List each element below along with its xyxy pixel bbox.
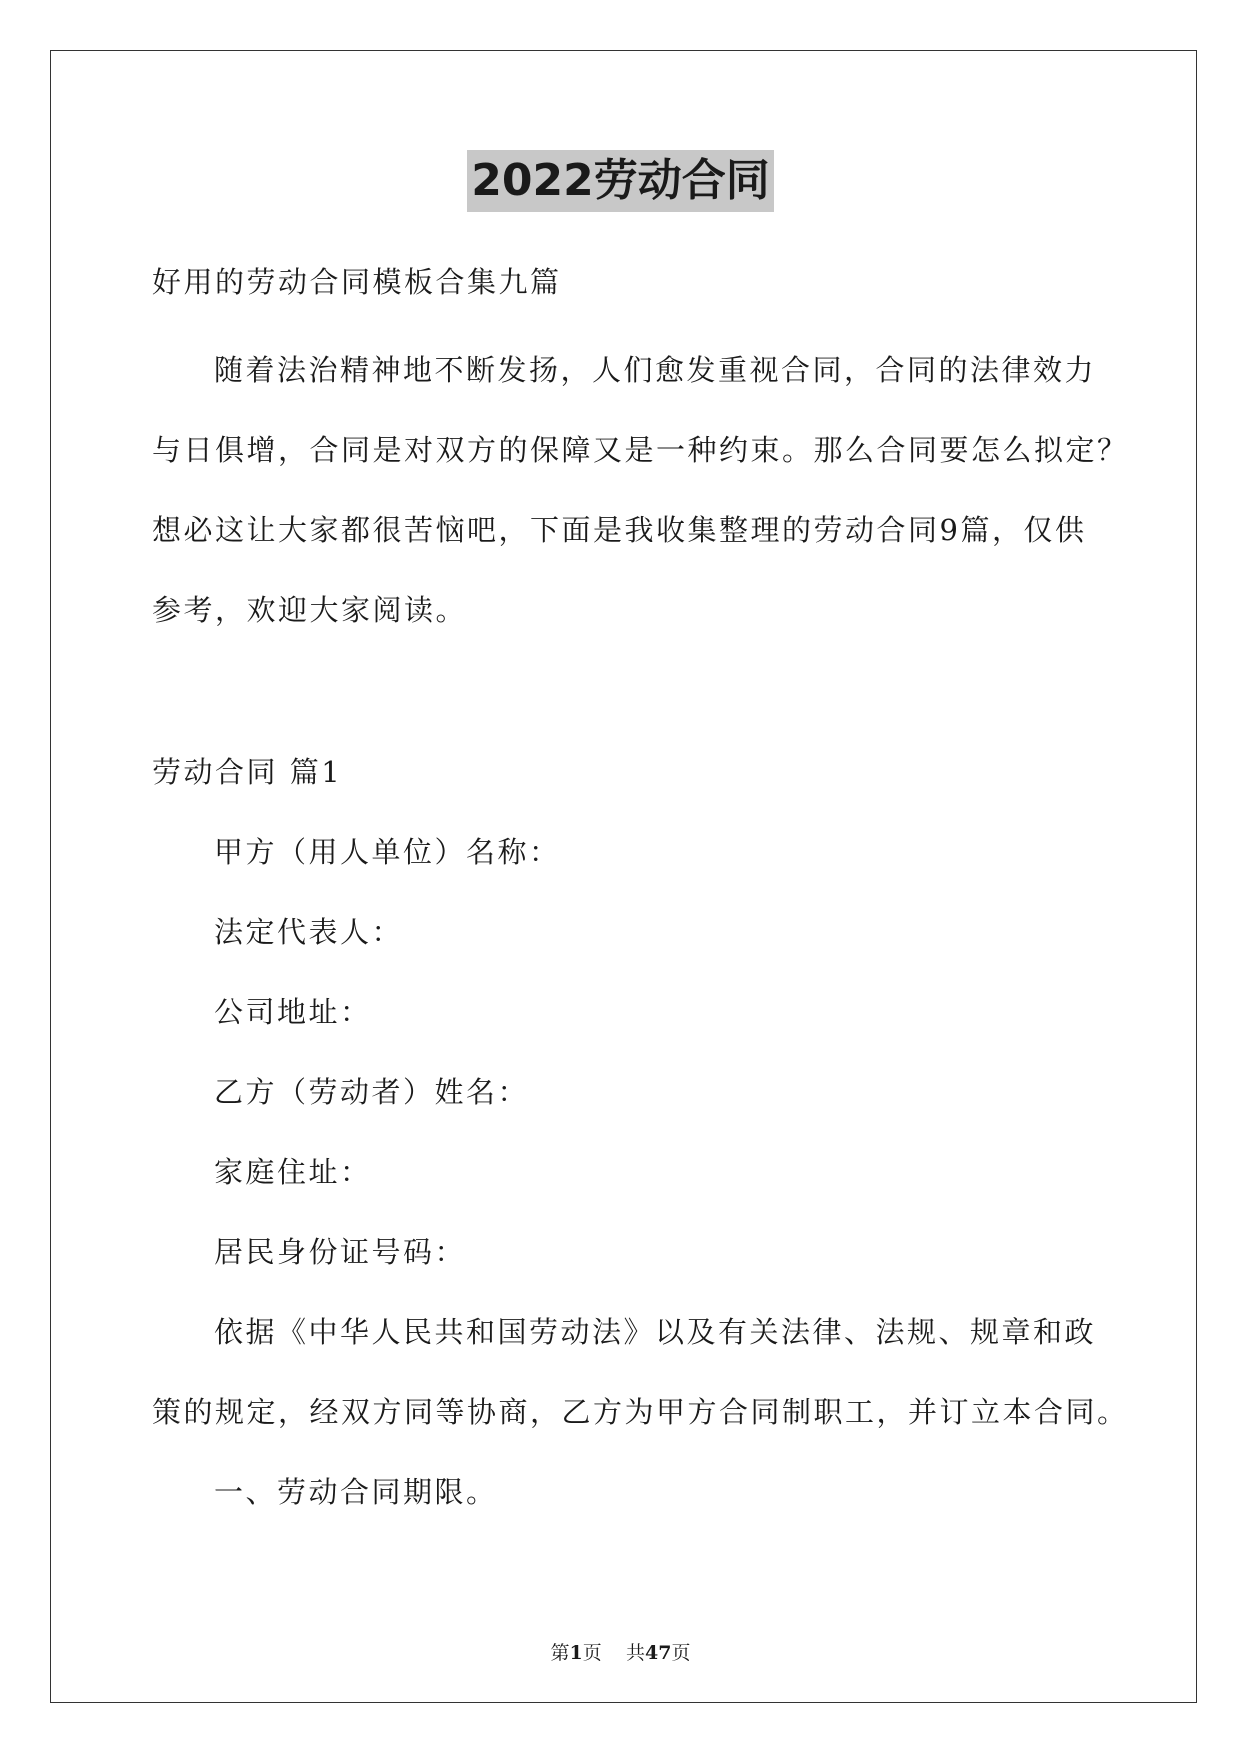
field-home-address: 家庭住址：: [214, 1155, 372, 1189]
intro-line-3: 想必这让大家都很苦恼吧，下面是我收集整理的劳动合同9篇，仅供: [152, 513, 1087, 547]
field-employee-name: 乙方（劳动者）姓名：: [214, 1075, 530, 1109]
footer-total-suffix: 页: [671, 1642, 691, 1664]
footer-prefix: 第: [550, 1642, 570, 1664]
field-legal-representative: 法定代表人：: [214, 915, 404, 949]
footer-page-suffix: 页: [582, 1642, 602, 1664]
intro-line-4: 参考，欢迎大家阅读。: [152, 593, 468, 627]
page-footer: [0, 1640, 1241, 1666]
basis-line-2: 策的规定，经双方同等协商，乙方为甲方合同制职工，并订立本合同。: [152, 1395, 1129, 1429]
clause-1-heading: 一、劳动合同期限。: [214, 1475, 498, 1509]
basis-line-1: 依据《中华人民共和国劳动法》以及有关法律、法规、规章和政: [214, 1315, 1097, 1349]
title-container: [0, 150, 1241, 212]
document-title: 2022劳动合同: [467, 150, 773, 212]
field-employer-name: 甲方（用人单位）名称：: [214, 835, 561, 869]
footer-total-prefix: 共: [625, 1642, 645, 1664]
footer-total-pages: 47: [644, 1642, 672, 1664]
field-id-number: 居民身份证号码：: [214, 1235, 467, 1269]
field-company-address: 公司地址：: [214, 995, 372, 1029]
document-subtitle: 好用的劳动合同模板合集九篇: [152, 265, 562, 299]
intro-line-1: 随着法治精神地不断发扬，人们愈发重视合同，合同的法律效力: [214, 353, 1097, 387]
footer-page-number: 1: [569, 1642, 583, 1664]
intro-line-2: 与日俱增，合同是对双方的保障又是一种约束。那么合同要怎么拟定？: [152, 433, 1129, 467]
section-heading: 劳动合同 篇1: [152, 755, 343, 789]
